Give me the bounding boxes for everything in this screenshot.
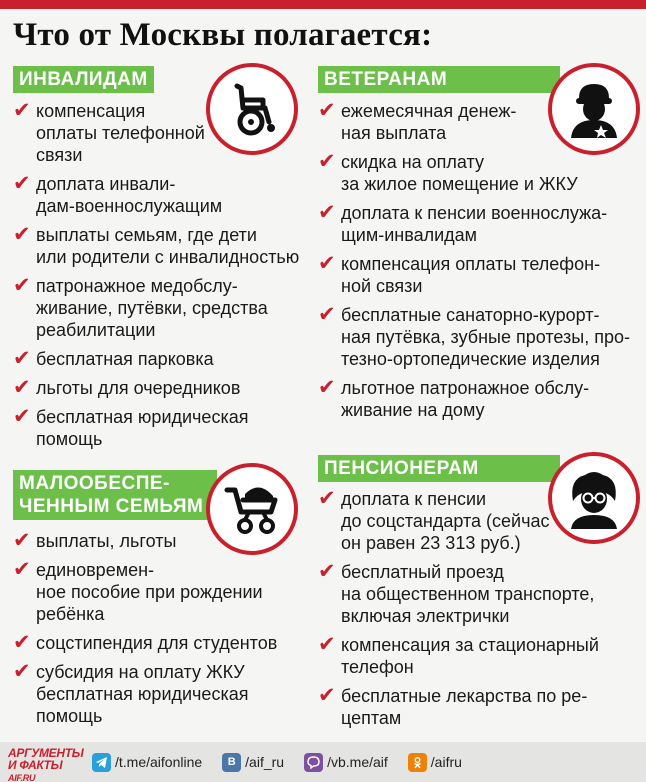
benefit-item-text: льготы для очередников <box>36 378 241 398</box>
benefit-item <box>13 348 313 370</box>
aif-logo <box>8 746 88 782</box>
benefit-item <box>13 661 313 727</box>
social-telegram[interactable] <box>92 753 202 772</box>
benefit-item-text: выплаты семьям, где дети или родители с инвалидностью <box>36 225 300 267</box>
benefit-item-text: субсидия на оплату ЖКУ бесплатная юридическая помощь <box>36 662 249 726</box>
low-income-benefits-list <box>13 530 313 734</box>
benefit-item-text: соцстипендия для студентов <box>36 633 278 653</box>
benefit-item <box>318 304 643 370</box>
social-telegram-text: /t.me/aifonline <box>115 754 203 770</box>
benefit-item <box>13 275 313 341</box>
check-mark-icon: ✔ <box>318 560 336 583</box>
section-badge-pensioners: ПЕНСИОНЕРАМ <box>318 455 560 482</box>
benefit-item <box>318 377 643 421</box>
benefit-item <box>318 100 643 144</box>
social-viber[interactable] <box>304 753 388 772</box>
check-mark-icon: ✔ <box>13 405 31 428</box>
check-mark-icon: ✔ <box>13 347 31 370</box>
check-mark-icon: ✔ <box>318 99 336 122</box>
section-badge-disabled: ИНВАЛИДАМ <box>13 66 154 93</box>
benefit-item <box>318 253 643 297</box>
check-mark-icon: ✔ <box>318 684 336 707</box>
footer <box>0 742 646 782</box>
benefit-item <box>13 632 313 654</box>
check-mark-icon: ✔ <box>13 558 31 581</box>
disabled-benefits-list <box>13 100 313 457</box>
social-vk-text: /aif_ru <box>245 754 285 770</box>
benefit-item <box>318 685 643 729</box>
benefit-item-text: доплата инвали- дам-военнослужащим <box>36 174 223 216</box>
benefit-item-text: компенсация оплаты телефон- ной связи <box>341 254 601 296</box>
benefit-item-text: скидка на оплату за жилое помещение и ЖКУ <box>341 152 578 194</box>
section-badge-low-income-line2: ЧЕННЫМ СЕМЬЯМ <box>19 496 204 517</box>
check-mark-icon: ✔ <box>13 529 31 552</box>
benefit-item <box>318 151 643 195</box>
benefit-item-text: компенсация за стационарный телефон <box>341 635 599 677</box>
benefit-item-text: компенсация оплаты телефонной связи <box>36 101 205 165</box>
benefit-item-text: бесплатная парковка <box>36 349 214 369</box>
benefit-item-text: льготное патронажное обслу- живание на дому <box>341 378 590 420</box>
benefit-item-text: ежемесячная денеж- ная выплата <box>341 101 517 143</box>
page-title: Что от Москвы полагается: <box>13 17 433 53</box>
benefit-item-text: доплата к пенсии до соцстандарта (сейчас он равен 23 313 руб.) <box>341 489 550 553</box>
check-mark-icon: ✔ <box>318 201 336 224</box>
benefit-item <box>318 488 643 554</box>
social-odnoklassniki[interactable] <box>408 753 462 772</box>
social-odnoklassniki-text: /aifru <box>430 754 462 770</box>
benefit-item-text: патронажное медобслу- живание, путёвки, средства реабилитации <box>36 276 268 340</box>
vk-icon: B <box>222 753 241 772</box>
check-mark-icon: ✔ <box>13 660 31 683</box>
top-accent-bar <box>0 0 646 9</box>
check-mark-icon: ✔ <box>318 303 336 326</box>
check-mark-icon: ✔ <box>13 223 31 246</box>
telegram-icon <box>92 753 111 772</box>
logo-line1: АРГУМЕНТЫ <box>8 746 84 760</box>
pensioners-benefits-list <box>318 488 643 736</box>
check-mark-icon: ✔ <box>13 631 31 654</box>
benefit-item-text: выплаты, льготы <box>36 531 177 551</box>
check-mark-icon: ✔ <box>318 252 336 275</box>
benefit-item-text: бесплатные санаторно-курорт- ная путёвка, зубные протезы, про- тезно-ортопедические изделия <box>341 305 630 369</box>
social-viber-text: /vb.me/aif <box>327 754 388 770</box>
benefit-item-text: единовремен- ное пособие при рождении ребёнка <box>36 560 263 624</box>
benefit-item-text: бесплатные лекарства по ре- цептам <box>341 686 588 728</box>
check-mark-icon: ✔ <box>318 487 336 510</box>
odnoklassniki-icon <box>408 753 427 772</box>
benefit-item <box>13 100 313 166</box>
benefit-item-text: бесплатная юридическая помощь <box>36 407 249 449</box>
benefit-item <box>13 559 313 625</box>
section-badge-low-income-line1: МАЛООБЕСПЕ- <box>19 473 170 494</box>
section-badge-veterans: ВЕТЕРАНАМ <box>318 66 560 93</box>
benefit-item <box>13 530 313 552</box>
benefit-item-text: доплата к пенсии военнослужа- щим-инвалидам <box>341 203 608 245</box>
benefit-item <box>13 377 313 399</box>
section-badge-low-income <box>13 470 217 520</box>
check-mark-icon: ✔ <box>13 376 31 399</box>
check-mark-icon: ✔ <box>13 99 31 122</box>
check-mark-icon: ✔ <box>318 376 336 399</box>
check-mark-icon: ✔ <box>13 274 31 297</box>
check-mark-icon: ✔ <box>318 150 336 173</box>
benefit-item <box>13 406 313 450</box>
check-mark-icon: ✔ <box>13 172 31 195</box>
social-vk[interactable] <box>222 753 284 772</box>
benefit-item <box>13 224 313 268</box>
logo-domain: AIF.RU <box>8 773 36 782</box>
benefit-item-text: бесплатный проезд на общественном транспорте, включая электрички <box>341 562 595 626</box>
check-mark-icon: ✔ <box>318 633 336 656</box>
veterans-benefits-list <box>318 100 643 428</box>
benefit-item <box>318 634 643 678</box>
benefit-item <box>13 173 313 217</box>
logo-line2: И ФАКТЫ <box>8 758 63 772</box>
viber-icon <box>304 753 323 772</box>
benefit-item <box>318 202 643 246</box>
benefit-item <box>318 561 643 627</box>
